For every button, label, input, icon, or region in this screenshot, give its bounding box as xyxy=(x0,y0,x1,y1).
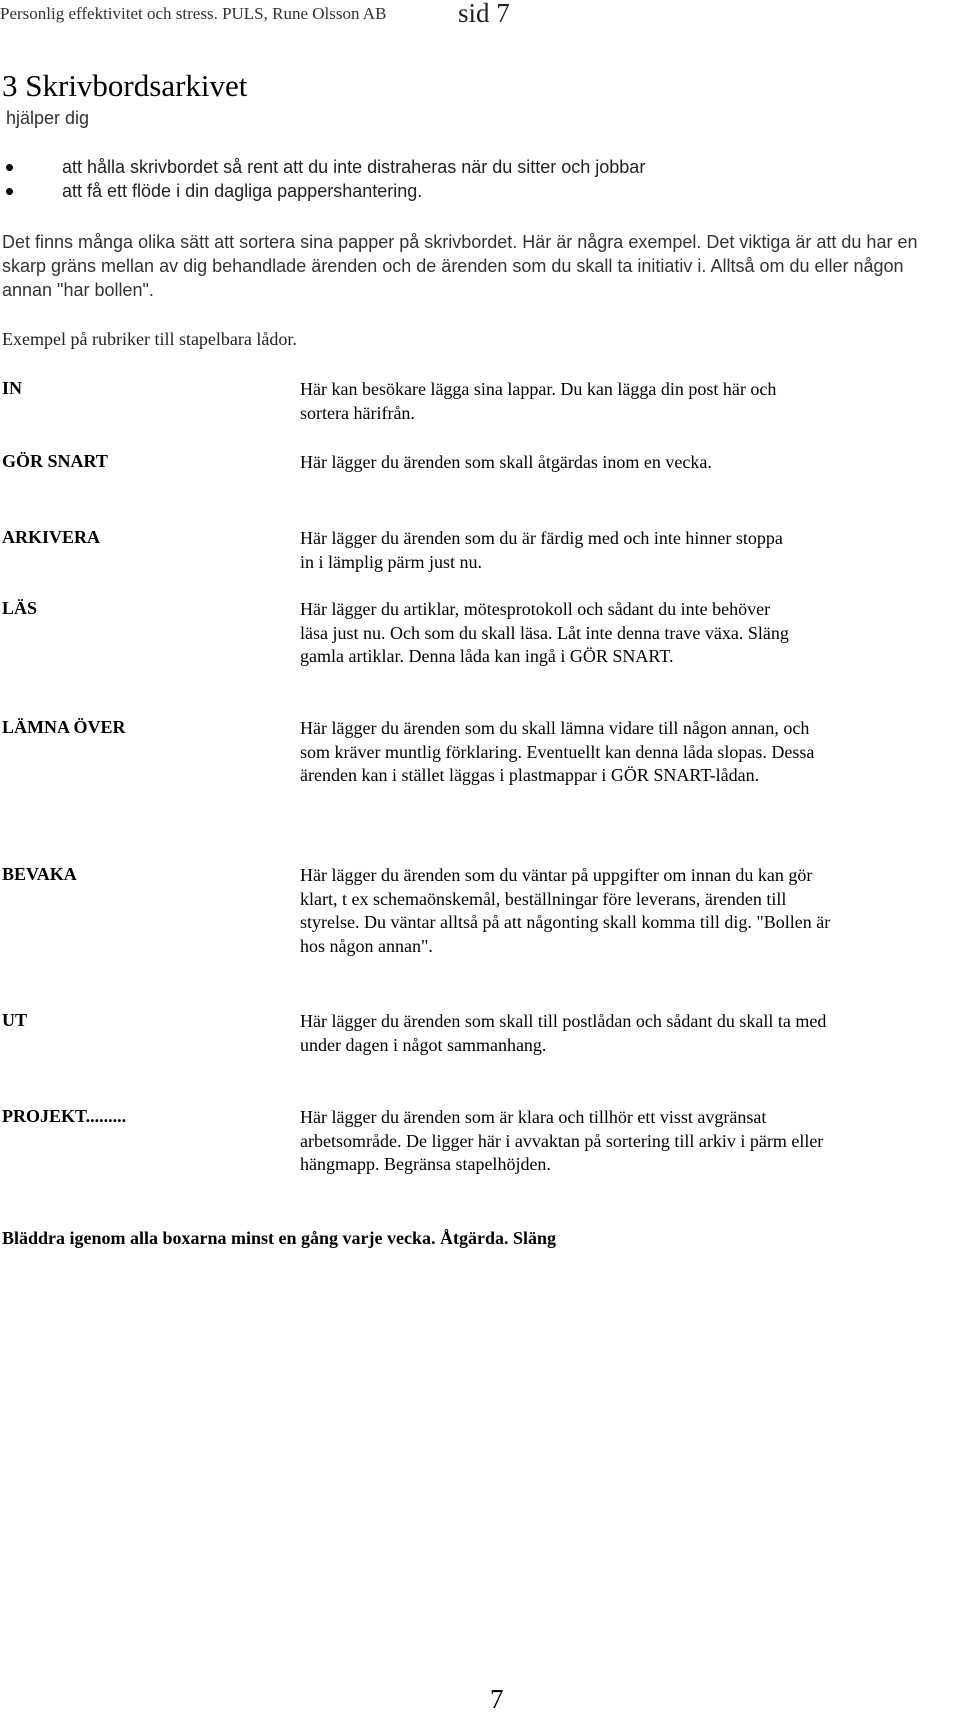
section-subtitle: hjälper dig xyxy=(6,108,90,128)
entry-description: Här lägger du artiklar, mötesprotokoll och sådant du inte behöver läsa just nu. Och som du skall läsa. Låt inte denna trave växa. Släng gamla artiklar. Denna låda kan ingå i GÖR SNART. xyxy=(300,599,789,666)
page-header xyxy=(0,0,510,28)
entry-label: BEVAKA xyxy=(2,864,77,884)
entry-label: ARKIVERA xyxy=(2,527,101,547)
examples-intro: Exempel på rubriker till stapelbara lådor. xyxy=(2,329,297,349)
entry-description: Här lägger du ärenden som du väntar på uppgifter om innan du kan gör klart, t ex schemaönskemål, beställningar före leverans, ärenden till styrelse. Du väntar alltså på att någonting skall komma till dig. "Bollen är hos någon annan". xyxy=(300,865,831,956)
section-title: 3 Skrivbordsarkivet xyxy=(2,68,248,103)
entry-description: Här lägger du ärenden som skall till postlådan och sådant du skall ta med under dagen i något sammanhang. xyxy=(300,1011,827,1055)
entry-description: Här lägger du ärenden som är klara och tillhör ett visst avgränsat arbetsområde. De ligger här i avvaktan på sortering till arkiv i pärm eller hängmapp. Begränsa stapelhöjden. xyxy=(300,1107,824,1174)
entry-label: PROJEKT......... xyxy=(2,1106,127,1126)
entry-description: Här lägger du ärenden som du skall lämna vidare till någon annan, och som kräver muntlig förklaring. Eventuellt kan denna låda slopas. Dessa ärenden kan i stället läggas i plastmappar i GÖR SNART-lådan. xyxy=(300,718,815,785)
header-text: Personlig effektivitet och stress. PULS, Rune Olsson AB xyxy=(0,4,387,23)
entry-description: Här lägger du ärenden som skall åtgärdas inom en vecka. xyxy=(300,452,712,472)
bullet-icon xyxy=(6,164,13,171)
bullet-list xyxy=(0,157,960,205)
intro-paragraph: Det finns många olika sätt att sortera sina papper på skrivbordet. Här är några exempel. Det viktiga är att du har en skarp gräns mellan av dig behandlade ärenden och de ärenden som du skall ta initiativ i. Alltså om du eller någon annan "har bollen". xyxy=(2,232,918,300)
entry-description: Här kan besökare lägga sina lappar. Du kan lägga din post här och sortera härifrån. xyxy=(300,379,777,423)
entry-label: GÖR SNART xyxy=(2,451,108,471)
bullet-item: att få ett flöde i din dagliga pappershantering. xyxy=(0,181,960,205)
entry-label: IN xyxy=(2,378,23,398)
footer-note: Bläddra igenom alla boxarna minst en gång varje vecka. Åtgärda. Släng xyxy=(2,1228,557,1248)
bullet-item: att hålla skrivbordet så rent att du inte distraheras när du sitter och jobbar xyxy=(0,157,960,181)
entry-description: Här lägger du ärenden som du är färdig med och inte hinner stoppa in i lämplig pärm just nu. xyxy=(300,528,783,572)
entry-label: UT xyxy=(2,1010,28,1030)
page-label: sid 7 xyxy=(458,0,510,28)
bullet-icon xyxy=(6,188,13,195)
entry-label: LÄMNA ÖVER xyxy=(2,717,126,737)
page-number: 7 xyxy=(490,1684,504,1714)
entry-label: LÄS xyxy=(2,598,38,618)
